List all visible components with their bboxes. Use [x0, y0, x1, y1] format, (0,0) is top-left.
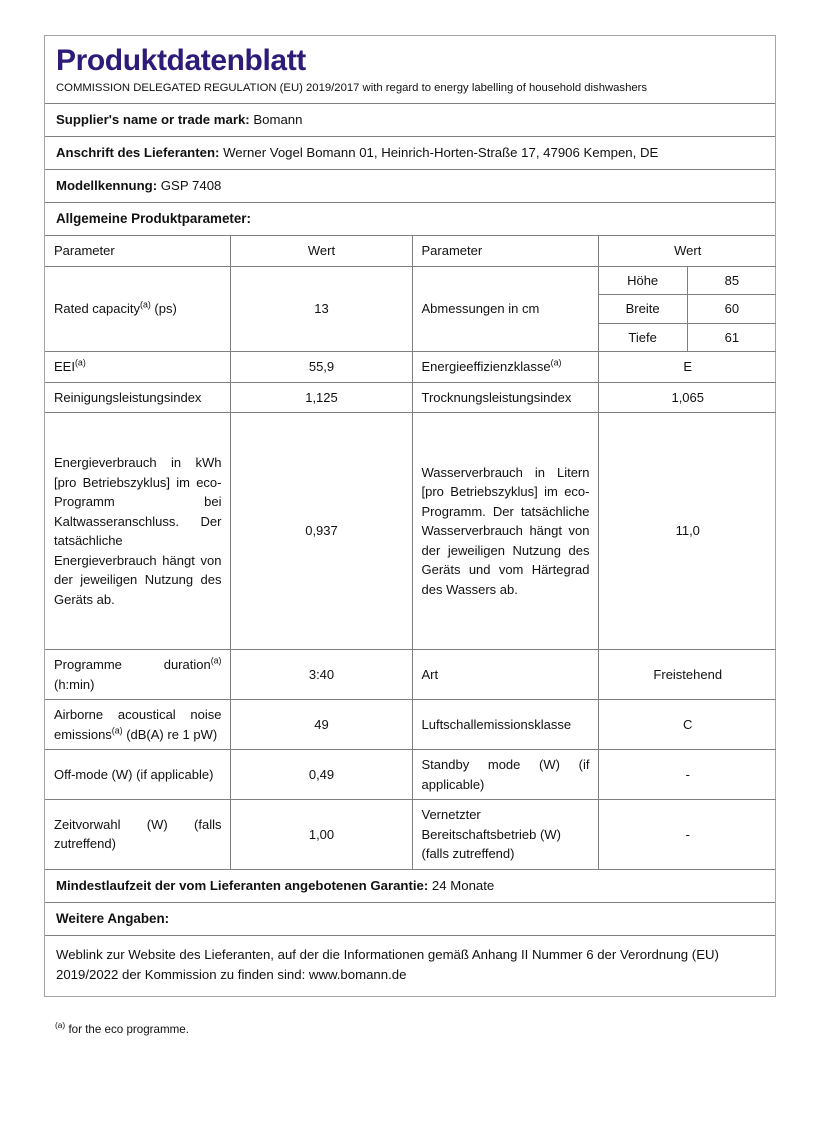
- rated-capacity-label: [45, 266, 230, 352]
- table-row: [45, 750, 776, 800]
- parameters-grid: [45, 236, 776, 869]
- energy-class-label-text: Energieeffizienzklasse: [421, 359, 551, 375]
- eei-label-text: EEI: [54, 359, 75, 375]
- warranty-row: [45, 869, 775, 903]
- regulation-subtitle: COMMISSION DELEGATED REGULATION (EU) 2019/2017 with regard to energy labelling of household dishwashers: [45, 79, 775, 104]
- model-label: Modellkennung:: [56, 178, 158, 194]
- model-row: [45, 170, 775, 203]
- energy-class-value: E: [598, 352, 776, 383]
- programme-duration-label-text: Programme duration: [54, 657, 211, 673]
- supplier-address-label: Anschrift des Lieferanten:: [56, 144, 220, 160]
- noise-class-value: C: [598, 700, 776, 750]
- water-consumption-value: 11,0: [598, 413, 776, 650]
- supplier-address-value: Werner Vogel Bomann 01, Heinrich-Horten-Straße 17, 47906 Kempen, DE: [223, 144, 659, 160]
- dimension-row-height: [599, 267, 777, 295]
- warranty-label: Mindestlaufzeit der vom Lieferanten angebotenen Garantie:: [56, 877, 429, 893]
- footnote-marker-a: (a): [111, 725, 123, 736]
- noise-class-label: Luftschallemissionsklasse: [412, 700, 598, 750]
- appliance-type-value: Freistehend: [598, 650, 776, 700]
- supplier-name-label: Supplier's name or trade mark:: [56, 111, 250, 127]
- cleaning-index-value: 1,125: [230, 382, 412, 413]
- table-row: [45, 700, 776, 750]
- table-row: [45, 413, 776, 650]
- drying-index-label: Trocknungsleistungsindex: [412, 382, 598, 413]
- table-row: [45, 266, 776, 352]
- table-header-row: [45, 236, 776, 266]
- header-parameter-right: Parameter: [412, 236, 598, 266]
- programme-duration-label: [45, 650, 230, 700]
- supplier-name-row: [45, 104, 775, 137]
- supplier-name-value: Bomann: [253, 111, 303, 127]
- table-row: [45, 382, 776, 413]
- dimension-row-depth: [599, 323, 777, 351]
- drying-index-value: 1,065: [598, 382, 776, 413]
- dimension-value-depth: 61: [724, 329, 740, 345]
- weblink-description: Weblink zur Website des Lieferanten, auf der die Informationen gemäß Anhang II Nummer 6 der Verordnung (EU) 2019/2022 der Kommission zu finden sind:: [56, 946, 719, 983]
- standby-mode-value: -: [598, 750, 776, 800]
- dimension-value-width: 60: [687, 295, 776, 324]
- datasheet-table: [44, 35, 776, 997]
- dimension-row-width: [599, 295, 777, 324]
- supplier-website-link[interactable]: www.bomann.de: [308, 967, 407, 983]
- cleaning-index-label: Reinigungsleistungsindex: [45, 382, 230, 413]
- water-consumption-label: Wasserverbrauch in Litern [pro Betriebszyklus] im eco-Programm. Der tatsächliche Wasserverbrauch hängt von der jeweiligen Nutzung des Geräts und vom Härtegrad des Wassers ab.: [412, 413, 598, 650]
- footnote-marker-a: (a): [74, 357, 86, 368]
- footnote: [55, 1022, 189, 1037]
- header-value-left: Wert: [230, 236, 412, 266]
- warranty-value: 24 Monate: [431, 877, 495, 893]
- appliance-type-label: Art: [412, 650, 598, 700]
- header-value-right: Wert: [598, 236, 776, 266]
- dimensions-subtable-cell: [598, 266, 776, 352]
- dimension-value-height: 85: [687, 267, 776, 295]
- header-parameter-left: Parameter: [45, 236, 230, 266]
- table-row: [45, 800, 776, 869]
- footnote-text: for the eco programme.: [68, 1023, 189, 1036]
- table-row: [45, 650, 776, 700]
- delay-start-value: 1,00: [230, 800, 412, 869]
- footnote-marker-a: (a): [55, 1020, 66, 1031]
- energy-consumption-value: 0,937: [230, 413, 412, 650]
- footnote-marker-a: (a): [210, 655, 222, 666]
- off-mode-value: 0,49: [230, 750, 412, 800]
- rated-capacity-label-text: Rated capacity: [54, 301, 140, 317]
- off-mode-label: Off-mode (W) (if applicable): [45, 750, 230, 800]
- programme-duration-unit: (h:min): [54, 676, 95, 692]
- energy-class-label: [412, 352, 598, 383]
- eei-label: [45, 352, 230, 383]
- general-parameters-heading: Allgemeine Produktparameter:: [45, 203, 775, 236]
- energy-consumption-label: Energieverbrauch in kWh [pro Betriebszyklus] im eco-Programm bei Kaltwasseranschluss. Der tatsächliche Energieverbrauch hängt von der jeweiligen Nutzung des Geräts ab.: [45, 413, 230, 650]
- programme-duration-value: 3:40: [230, 650, 412, 700]
- noise-emissions-label-text: Airborne acoustical noise emissions: [54, 707, 222, 742]
- supplier-address-row: [45, 137, 775, 170]
- dimension-name-height: Höhe: [599, 267, 688, 295]
- dimension-name-depth: Tiefe: [599, 323, 688, 351]
- further-information-heading: Weitere Angaben:: [45, 903, 775, 936]
- footnote-marker-a: (a): [140, 299, 151, 310]
- eei-value: 55,9: [230, 352, 412, 383]
- dimension-name-width: Breite: [599, 295, 688, 324]
- table-row: [45, 352, 776, 383]
- weblink-row: [45, 936, 775, 996]
- noise-emissions-label: [45, 700, 230, 750]
- rated-capacity-unit: (ps): [150, 301, 177, 317]
- noise-emissions-value: 49: [230, 700, 412, 750]
- dimensions-label: Abmessungen in cm: [412, 266, 598, 352]
- delay-start-label: Zeitvorwahl (W) (falls zutreffend): [45, 800, 230, 869]
- noise-emissions-unit: (dB(A) re 1 pW): [122, 726, 218, 742]
- model-value: GSP 7408: [160, 178, 222, 194]
- rated-capacity-value: 13: [230, 266, 412, 352]
- footnote-marker-a: (a): [550, 357, 562, 368]
- networked-standby-value: -: [685, 826, 690, 842]
- page-title: Produktdatenblatt: [56, 44, 306, 77]
- standby-mode-label: Standby mode (W) (if applicable): [412, 750, 598, 800]
- dimensions-subtable: [599, 267, 777, 352]
- networked-standby-label: Vernetzter Bereitschaftsbetrieb (W) (falls zutreffend): [412, 800, 598, 869]
